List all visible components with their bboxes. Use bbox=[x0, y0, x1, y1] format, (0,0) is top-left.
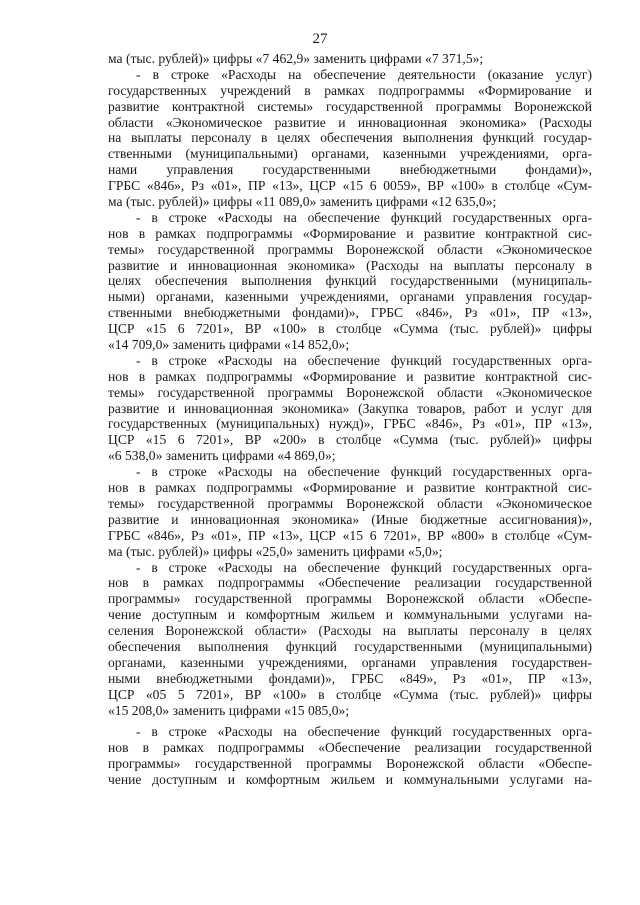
text-line: ЦСР «05 5 7201», ВР «100» в столбце «Сумма (тыс. рублей)» цифры bbox=[108, 686, 592, 702]
text-line: темы» государственной программы Воронежской области «Экономическое bbox=[108, 241, 592, 257]
text-line: нов в рамках подпрограммы «Формирование и развитие контрактной сис- bbox=[108, 480, 592, 496]
text-line: чение доступным и комфортным жильем и коммунальными услугами на- bbox=[108, 772, 592, 788]
text-line: «15 208,0» заменить цифрами «15 085,0»; bbox=[108, 702, 350, 718]
text-line: ма (тыс. рублей)» цифры «7 462,9» заменить цифрами «7 371,5»; bbox=[108, 51, 484, 66]
text-line: - в строке «Расходы на обеспечение функций государственных орга- bbox=[136, 464, 592, 480]
paragraph-item bbox=[108, 560, 592, 719]
paragraph-item bbox=[108, 724, 592, 788]
text-line: области «Экономическое развитие и инновационная экономика» (Расходы bbox=[108, 114, 592, 130]
text-line: нов в рамках подпрограммы «Формирование и развитие контрактной сис- bbox=[108, 368, 592, 384]
text-line: темы» государственной программы Воронежской области «Экономическое bbox=[108, 495, 592, 511]
paragraph-continuation bbox=[108, 51, 592, 67]
text-line: ГРБС «846», Рз «01», ПР «13», ЦСР «15 6 0059», ВР «100» в столбце «Сум- bbox=[108, 178, 592, 194]
text-line: ственными (муниципальными) органами, казенными учреждениями, орга- bbox=[108, 146, 592, 162]
text-line: ма (тыс. рублей)» цифры «25,0» заменить цифрами «5,0»; bbox=[108, 543, 443, 559]
text-line: - в строке «Расходы на обеспечение функций государственных орга- bbox=[136, 209, 592, 225]
text-line: ЦСР «15 6 7201», ВР «200» в столбце «Сумма (тыс. рублей)» цифры bbox=[108, 432, 592, 448]
text-line: селения Воронежской области» (Расходы на выплаты персоналу в целях bbox=[108, 623, 592, 639]
text-line: темы» государственной программы Воронежской области «Экономическое bbox=[108, 384, 592, 400]
text-line: целях обеспечения выполнения функций государственными (муниципаль- bbox=[108, 273, 592, 289]
paragraph-item bbox=[108, 67, 592, 210]
paragraph-item bbox=[108, 464, 592, 559]
text-line: ЦСР «15 6 7201», ВР «100» в столбце «Сумма (тыс. рублей)» цифры bbox=[108, 321, 592, 337]
text-line: чение доступным и комфортным жильем и коммунальными услугами на- bbox=[108, 607, 592, 623]
paragraph-item bbox=[108, 210, 592, 353]
text-line: нов в рамках подпрограммы «Обеспечение реализации государственной bbox=[108, 740, 592, 756]
text-line: обеспечения выполнения функций государственными (муниципальными) bbox=[108, 638, 592, 654]
text-line: на выплаты персоналу в целях обеспечения выполнения функций государ- bbox=[108, 130, 592, 146]
text-line: ными внебюджетными фондами)», ГРБС «849», Рз «01», ПР «13», bbox=[108, 670, 592, 686]
text-line: - в строке «Расходы на обеспечение функций государственных орга- bbox=[136, 724, 592, 740]
text-line: - в строке «Расходы на обеспечение функций государственных орга- bbox=[136, 559, 592, 575]
text-line: ГРБС «846», Рз «01», ПР «13», ЦСР «15 6 7201», ВР «800» в столбце «Сум- bbox=[108, 527, 592, 543]
page-number: 27 bbox=[312, 31, 328, 47]
text-line: «14 709,0» заменить цифрами «14 852,0»; bbox=[108, 337, 350, 353]
text-line: ма (тыс. рублей)» цифры «11 089,0» заменить цифрами «12 635,0»; bbox=[108, 194, 497, 210]
text-line: развитие контрактной системы» государственной программы Воронежской bbox=[108, 98, 592, 114]
text-line: ственными внебюджетными фондами)», ГРБС «846», Рз «01», ПР «13», bbox=[108, 305, 592, 321]
text-line: государственных (муниципальных) нужд)», ГРБС «846», Рз «01», ПР «13», bbox=[108, 416, 592, 432]
text-line: ными) органами, казенными учреждениями, органами управления государ- bbox=[108, 289, 592, 305]
text-line: - в строке «Расходы на обеспечение функций государственных орга- bbox=[136, 352, 592, 368]
text-line: программы» государственной программы Воронежской области «Обеспе- bbox=[108, 756, 592, 772]
text-line: органами, казенными учреждениями, органами управления государствен- bbox=[108, 654, 592, 670]
text-line: развитие и инновационная экономика» (Иные бюджетные ассигнования)», bbox=[108, 511, 592, 527]
document-body bbox=[108, 51, 592, 788]
text-line: нов в рамках подпрограммы «Формирование и развитие контрактной сис- bbox=[108, 225, 592, 241]
text-line: - в строке «Расходы на обеспечение деятельности (оказание услуг) bbox=[136, 66, 592, 82]
text-line: нов в рамках подпрограммы «Обеспечение реализации государственной bbox=[108, 575, 592, 591]
text-line: развитие и инновационная экономика» (Закупка товаров, работ и услуг для bbox=[108, 400, 592, 416]
text-line: программы» государственной программы Воронежской области «Обеспе- bbox=[108, 591, 592, 607]
text-line: государственных учреждений в рамках подпрограммы «Формирование и bbox=[108, 82, 592, 98]
text-line: «6 538,0» заменить цифрами «4 869,0»; bbox=[108, 448, 336, 464]
paragraph-item bbox=[108, 353, 592, 464]
text-line: развитие и инновационная экономика» (Расходы на выплаты персоналу в bbox=[108, 257, 592, 273]
text-line: нами управления государственными внебюджетными фондами)», bbox=[108, 162, 592, 178]
